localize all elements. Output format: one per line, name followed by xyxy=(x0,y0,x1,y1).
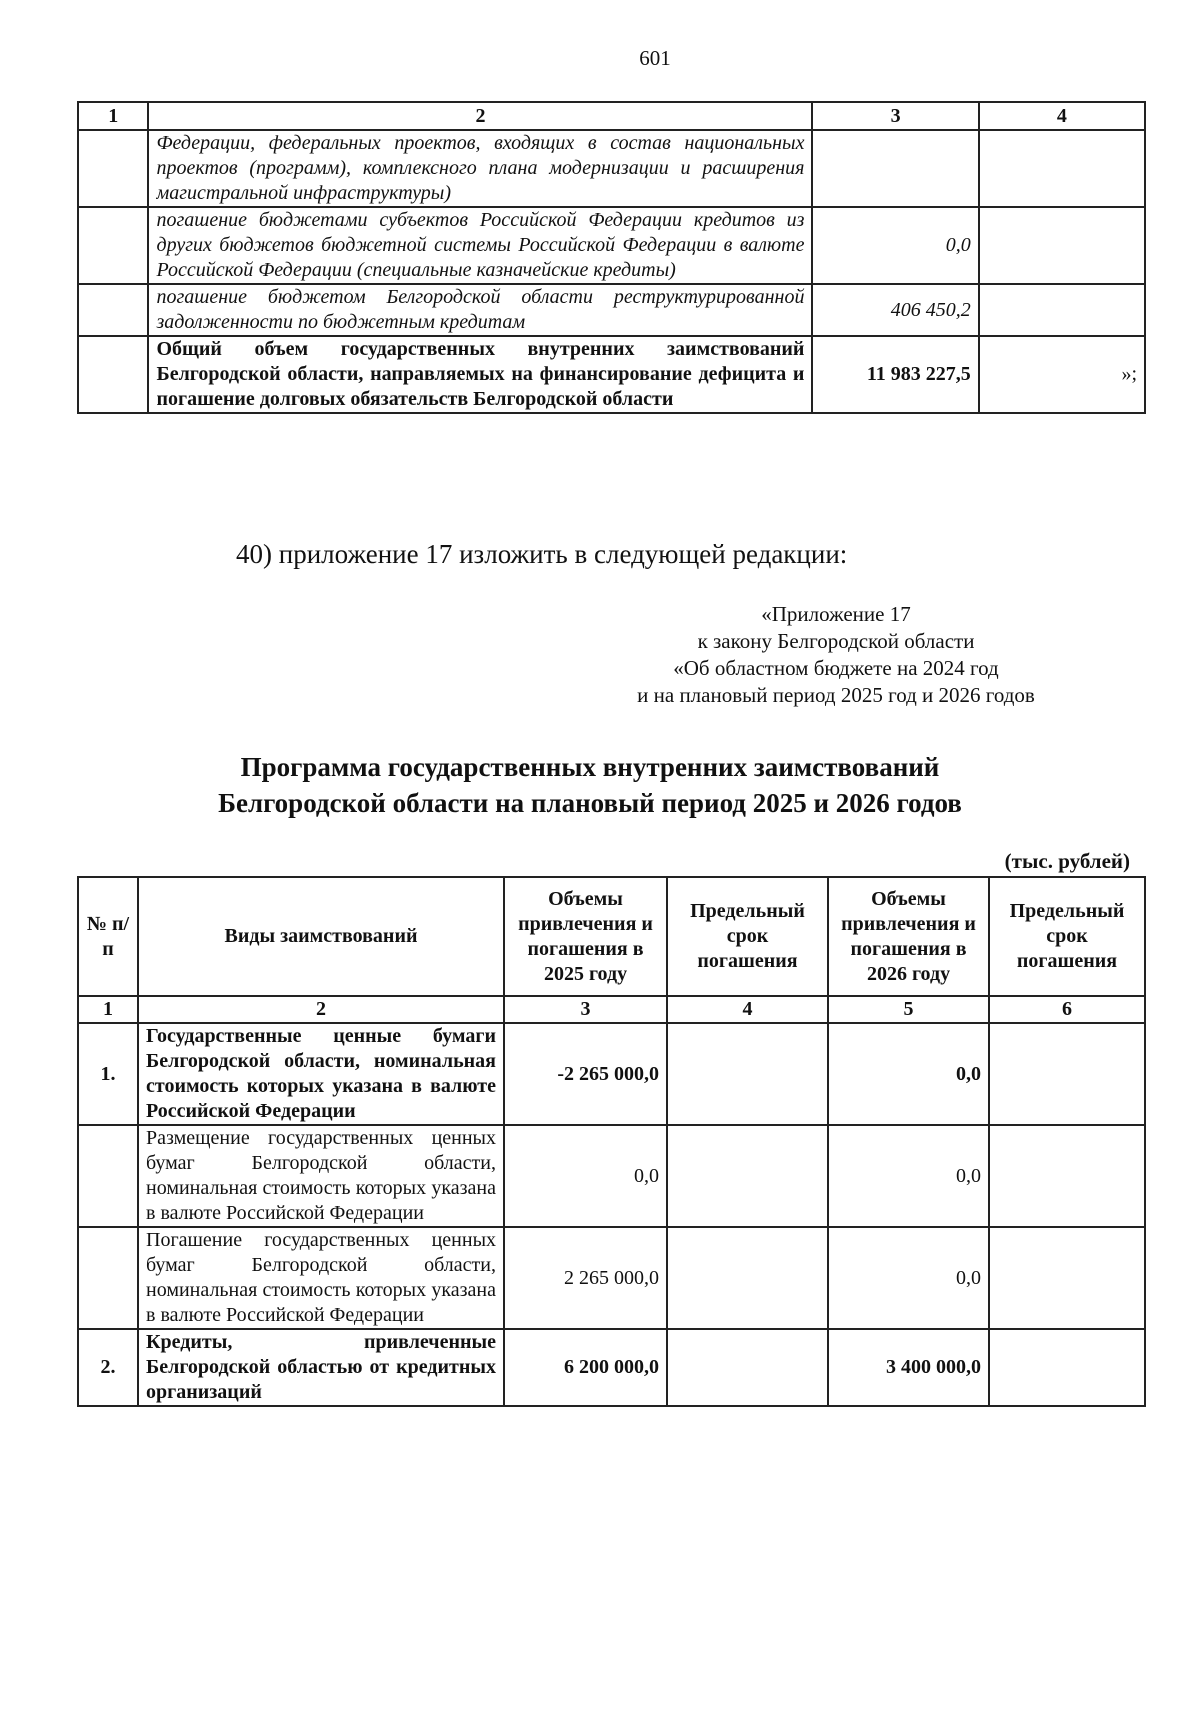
instruction-text: 40) приложение 17 изложить в следующей редакции: xyxy=(236,539,848,569)
row-description: погашение бюджетом Белгородской области реструктурированной задолженности по бюджетным кредитам xyxy=(148,284,812,336)
row-extra xyxy=(979,207,1145,284)
row-value: 0,0 xyxy=(812,207,978,284)
row-vol-2025: 6 200 000,0 xyxy=(504,1329,667,1406)
row-extra xyxy=(979,284,1145,336)
row-vol-2026: 3 400 000,0 xyxy=(828,1329,989,1406)
appendix-reference xyxy=(586,601,1086,709)
title-line: Белгородской области на плановый период 2025 и 2026 годов xyxy=(218,788,962,818)
col-index: 1 xyxy=(78,996,138,1023)
continuation-header-row xyxy=(78,102,1145,130)
row-description: погашение бюджетами субъектов Российской Федерации кредитов из других бюджетов бюджетной системы Российской Федерации в валюте Российской Федерации (специальные казначейские кредиты) xyxy=(148,207,812,284)
table-header-row xyxy=(78,877,1145,996)
col-index: 2 xyxy=(138,996,504,1023)
unit-label: (тыс. рублей) xyxy=(1004,849,1130,873)
appendix-line: и на плановый период 2025 год и 2026 годов xyxy=(637,683,1035,707)
total-description: Общий объем государственных внутренних заимствований Белгородской области, направляемых на финансирование дефицита и погашение долговых обязательств Белгородской области xyxy=(148,336,812,413)
row-term-2026 xyxy=(989,1329,1145,1406)
row-num xyxy=(78,1227,138,1329)
title-line: Программа государственных внутренних заимствований xyxy=(240,752,940,782)
col-header: 4 xyxy=(979,102,1145,130)
row-vol-2026: 0,0 xyxy=(828,1125,989,1227)
table-row xyxy=(78,1023,1145,1125)
table-row xyxy=(78,1329,1145,1406)
row-value: 406 450,2 xyxy=(812,284,978,336)
col-index: 6 xyxy=(989,996,1145,1023)
col-index: 5 xyxy=(828,996,989,1023)
appendix-line: «Приложение 17 xyxy=(761,602,911,626)
borrowing-program-table xyxy=(77,876,1146,1407)
row-kind: Погашение государственных ценных бумаг Белгородской области, номинальная стоимость которых указана в валюте Российской Федерации xyxy=(138,1227,504,1329)
col-index: 3 xyxy=(504,996,667,1023)
appendix-line: к закону Белгородской области xyxy=(697,629,975,653)
row-vol-2025: 2 265 000,0 xyxy=(504,1227,667,1329)
header-kind: Виды заимствований xyxy=(138,877,504,996)
row-vol-2026: 0,0 xyxy=(828,1227,989,1329)
row-kind: Размещение государственных ценных бумаг Белгородской области, номинальная стоимость которых указана в валюте Российской Федерации xyxy=(138,1125,504,1227)
row-term-2025 xyxy=(667,1227,828,1329)
row-term-2026 xyxy=(989,1023,1145,1125)
table-row xyxy=(78,207,1145,284)
page-number: 601 xyxy=(639,46,671,70)
row-num: 1. xyxy=(78,1023,138,1125)
row-vol-2025: 0,0 xyxy=(504,1125,667,1227)
row-term-2025 xyxy=(667,1023,828,1125)
table-row-total xyxy=(78,336,1145,413)
row-extra xyxy=(979,130,1145,207)
closing-quote: »; xyxy=(979,336,1145,413)
row-kind: Кредиты, привлеченные Белгородской областью от кредитных организаций xyxy=(138,1329,504,1406)
row-num xyxy=(78,1125,138,1227)
row-description: Федерации, федеральных проектов, входящих в состав национальных проектов (программ), комплексного плана модернизации и расширения магистральной инфраструктуры) xyxy=(148,130,812,207)
row-term-2025 xyxy=(667,1329,828,1406)
header-term-2025: Предельный срок погашения xyxy=(667,877,828,996)
header-vol-2026: Объемы привлечения и погашения в 2026 году xyxy=(828,877,989,996)
column-index-row xyxy=(78,996,1145,1023)
row-vol-2026: 0,0 xyxy=(828,1023,989,1125)
header-term-2026: Предельный срок погашения xyxy=(989,877,1145,996)
continuation-table xyxy=(77,101,1146,414)
row-vol-2025: -2 265 000,0 xyxy=(504,1023,667,1125)
row-term-2026 xyxy=(989,1125,1145,1227)
row-value xyxy=(812,130,978,207)
row-kind: Государственные ценные бумаги Белгородской области, номинальная стоимость которых указана в валюте Российской Федерации xyxy=(138,1023,504,1125)
col-index: 4 xyxy=(667,996,828,1023)
header-vol-2025: Объемы привлечения и погашения в 2025 году xyxy=(504,877,667,996)
total-value: 11 983 227,5 xyxy=(812,336,978,413)
col-header: 1 xyxy=(78,102,148,130)
table-row xyxy=(78,1125,1145,1227)
table-row xyxy=(78,284,1145,336)
document-title xyxy=(0,749,1180,821)
row-term-2025 xyxy=(667,1125,828,1227)
table-row xyxy=(78,1227,1145,1329)
table-row xyxy=(78,130,1145,207)
col-header: 3 xyxy=(812,102,978,130)
header-num: № п/п xyxy=(78,877,138,996)
col-header: 2 xyxy=(148,102,812,130)
row-num: 2. xyxy=(78,1329,138,1406)
row-term-2026 xyxy=(989,1227,1145,1329)
appendix-line: «Об областном бюджете на 2024 год xyxy=(673,656,999,680)
